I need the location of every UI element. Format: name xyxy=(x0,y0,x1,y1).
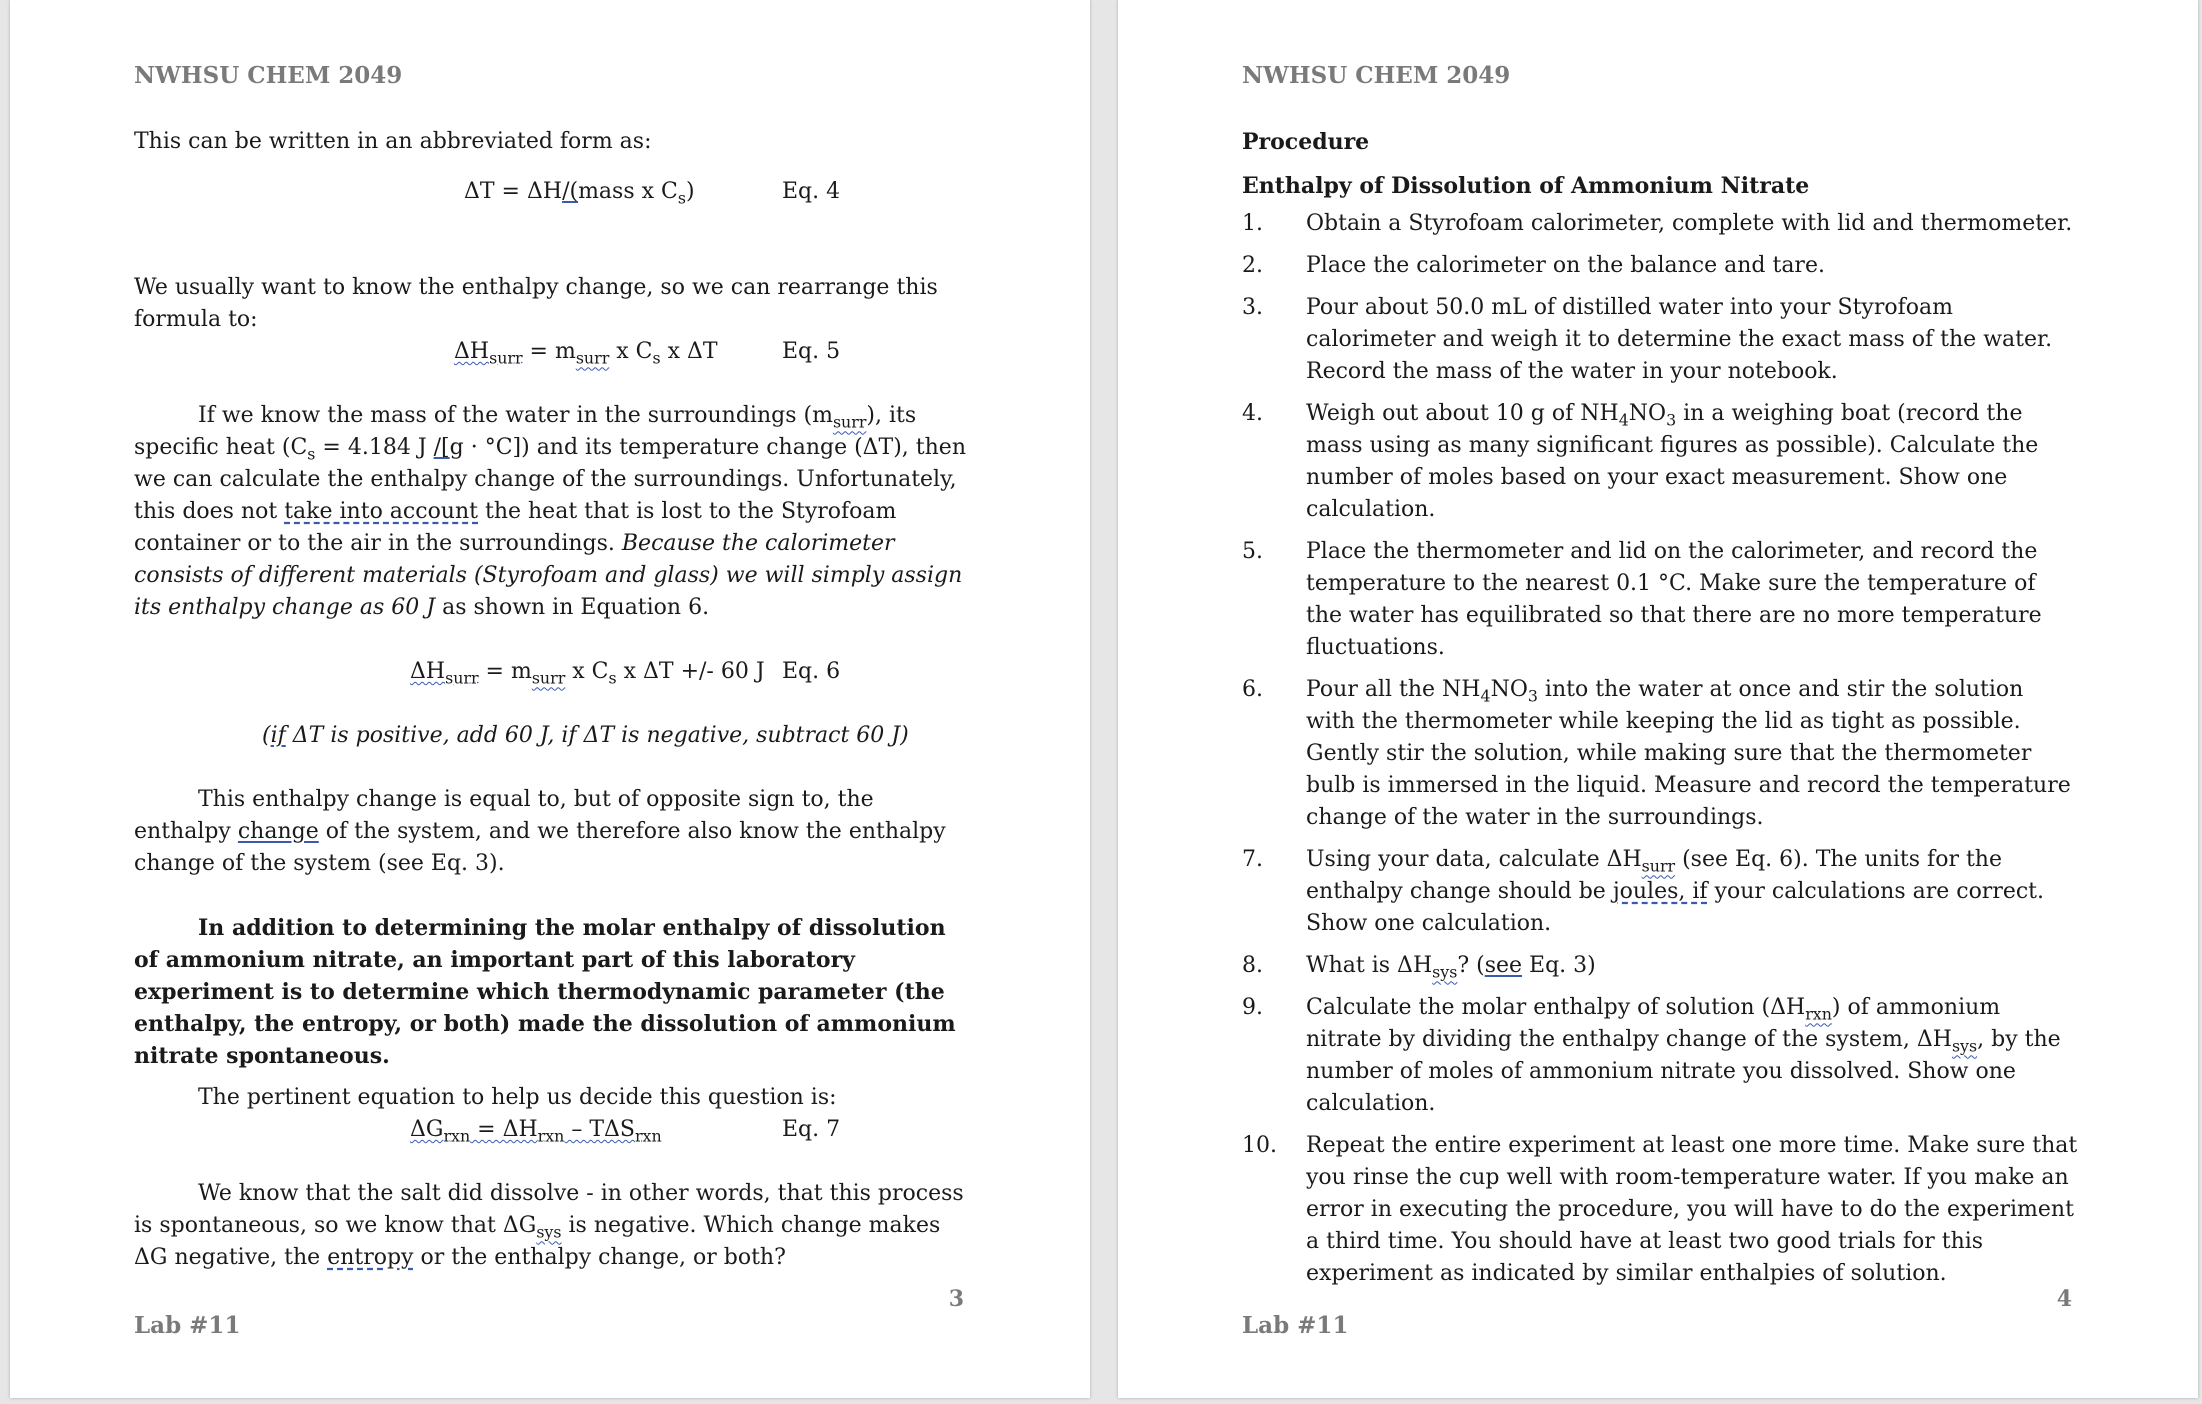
procedure-step: 5. Place the thermometer and lid on the calorimeter, and record the temperature to the nearest 0.1 °C. Make sure the temperature of the water has equilibrated so that there are no more temperature fluctuations. xyxy=(1242,539,2042,660)
equation-label: Eq. 7 xyxy=(782,1117,841,1142)
page-footer: Lab #11 xyxy=(134,1312,241,1339)
equation-label: Eq. 6 xyxy=(782,659,841,684)
equation-formula: $\Delta H_{surr} = m_{surr}$ x $C_s$ x ΔT xyxy=(454,339,718,368)
page-header: NWHSU CHEM 2049 xyxy=(1242,62,1511,89)
procedure-step: 8. What is $\Delta H_{sys}$? (see Eq. 3) xyxy=(1242,953,1596,982)
paragraph-bold: In addition to determining the molar enthalpy of dissolution of ammonium nitrate, an important part of this laboratory experiment is to determine which thermodynamic parameter (the enthalpy, the entropy, or both) made the dissolution of ammonium nitrate spontaneous. xyxy=(134,915,956,1069)
section-title: Procedure xyxy=(1242,129,1370,155)
procedure-step: 9. Calculate the molar enthalpy of solution $(\Delta H_{rxn})$ of ammonium nitrate by dividing the enthalpy change of the system, $\Delta H_{sys}$, by the number of moles of ammonium nitrate you dissolved. Show one calculation. xyxy=(1242,995,2061,1116)
equation-label: Eq. 5 xyxy=(782,339,841,364)
procedure-step: 2. Place the calorimeter on the balance and tare. xyxy=(1242,253,1825,278)
page-3 xyxy=(10,0,1090,1398)
page-body xyxy=(134,126,970,1274)
equation-7 xyxy=(134,1114,970,1146)
procedure-step: 1. Obtain a Styrofoam calorimeter, complete with lid and thermometer. xyxy=(1242,211,2073,236)
equation-5 xyxy=(134,336,970,368)
paragraph: This enthalpy change is equal to, but of opposite sign to, the enthalpy change of the system, and we therefore also know the enthalpy change of the system (see Eq. 3). xyxy=(134,787,946,876)
paragraph: The pertinent equation to help us decide this question is: xyxy=(198,1085,837,1110)
procedure-step: 4. Weigh out about 10 g of $NH_4NO_3$ in a weighing boat (record the mass using as many significant figures as possible). Calculate the number of moles based on your exact measurement. Show one calculation. xyxy=(1242,401,2039,522)
paragraph: We usually want to know the enthalpy change, so we can rearrange this formula to: xyxy=(134,275,938,332)
procedure-step: 10. Repeat the entire experiment at least one more time. Make sure that you rinse the cup well with room-temperature water. If you make an error in executing the procedure, you will have to do the experiment a third time. You should have at least two good trials for this experiment as indicated by similar enthalpies of solution. xyxy=(1242,1133,2078,1286)
page-4 xyxy=(1118,0,2198,1398)
paragraph: This can be written in an abbreviated form as: xyxy=(134,129,652,154)
page-footer: Lab #11 xyxy=(1242,1312,1349,1339)
equation-note: (if ΔT is positive, add 60 J, if ΔT is negative, subtract 60 J) xyxy=(262,723,909,748)
page-header: NWHSU CHEM 2049 xyxy=(134,62,403,89)
procedure-list xyxy=(1242,208,2078,1290)
page-number: 4 xyxy=(2056,1286,2072,1312)
equation-4 xyxy=(134,176,970,208)
procedure-step: 7. Using your data, calculate $\Delta H_{surr}$ (see Eq. 6). The units for the enthalpy change should be joules, if your calculations are correct. Show one calculation. xyxy=(1242,847,2045,936)
procedure-step: 3. Pour about 50.0 mL of distilled water into your Styrofoam calorimeter and weigh it to determine the exact mass of the water. Record the mass of the water in your notebook. xyxy=(1242,295,2053,384)
paragraph: We know that the salt did dissolve - in other words, that this process is spontaneous, so we know that $\Delta G_{sys}$ is negative. Which change makes ΔG negative, the entropy or the enthalpy change, or both? xyxy=(134,1181,964,1270)
equation-formula: $\Delta G_{rxn} = \Delta H_{rxn} - T\Delta S_{rxn}$ xyxy=(410,1117,662,1146)
section-subtitle: Enthalpy of Dissolution of Ammonium Nitrate xyxy=(1242,173,1810,199)
equation-label: Eq. 4 xyxy=(782,179,841,204)
page-number: 3 xyxy=(948,1286,964,1312)
equation-formula: $\Delta H_{surr} = m_{surr}$ x $C_s$ x ΔT +/- 60 J xyxy=(410,659,765,688)
page-body xyxy=(1242,126,2078,1300)
equation-6 xyxy=(134,656,970,688)
equation-formula: ΔT = ΔH/(mass x $C_s$) xyxy=(464,179,695,208)
procedure-step: 6. Pour all the $NH_4NO_3$ into the water at once and stir the solution with the thermometer while keeping the lid as tight as possible. Gently stir the solution, while making sure that the thermometer bulb is immersed in the liquid. Measure and record the temperature change of the water in the surroundings. xyxy=(1242,677,2071,830)
paragraph: If we know the mass of the water in the surroundings $(m_{surr})$, its specific heat ($C_s = 4.184$ J /[g · °C]) and its temperature change (ΔT), then we can calculate the enthalpy change of the surroundings. Unfortunately, this does not take into account the heat that is lost to the Styrofoam container or to the air in the surroundings. Because the calorimeter consists of different materials (Styrofoam and glass) we will simply assign its enthalpy change as 60 J as shown in Equation 6. xyxy=(134,403,966,620)
